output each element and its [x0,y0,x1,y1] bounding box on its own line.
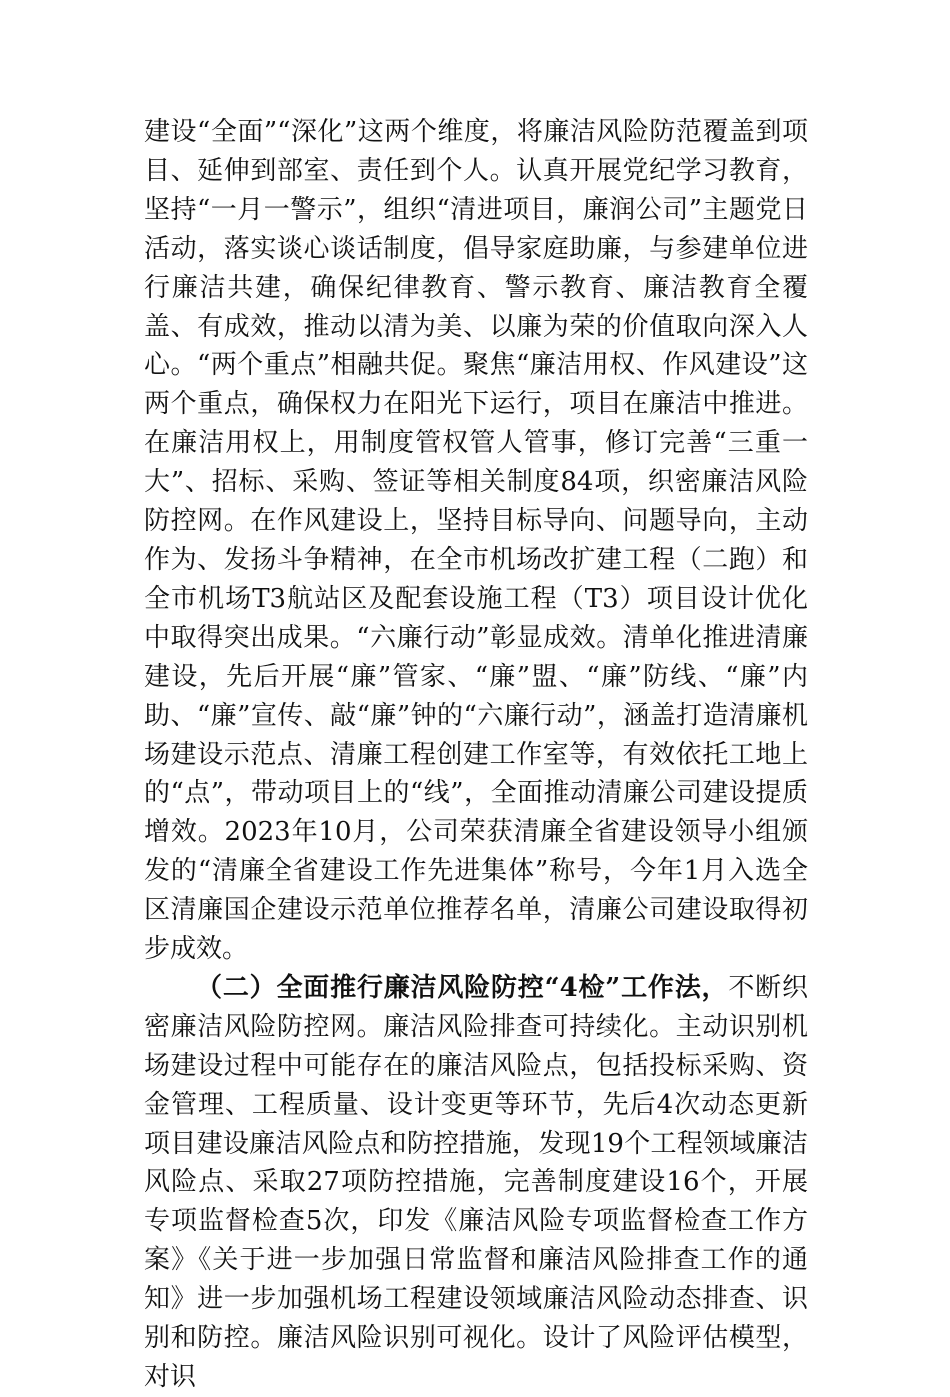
document-body [144,113,808,1397]
paragraph-2-body: 不断织密廉洁风险防控网。廉洁风险排查可持续化。主动识别机场建设过程中可能存在的廉洁风险点，包括投标采购、资金管理、工程质量、设计变更等环节，先后4次动态更新项目建设廉洁风险点和防控措施，发现19个工程领域廉洁风险点、采取27项防控措施，完善制度建设16个，开展专项监督检查5次，印发《廉洁风险专项监督检查工作方案》《关于进一步加强日常监督和廉洁风险排查工作的通知》进一步加强机场工程建设领域廉洁风险动态排查、识别和防控。廉洁风险识别可视化。设计了风险评估模型，对识 [144,972,808,1392]
paragraph-1: 建设“全面”“深化”这两个维度，将廉洁风险防范覆盖到项目、延伸到部室、责任到个人。认真开展党纪学习教育，坚持“一月一警示”，组织“清进项目，廉润公司”主题党日活动，落实谈心谈话制度，倡导家庭助廉，与参建单位进行廉洁共建，确保纪律教育、警示教育、廉洁教育全覆盖、有成效，推动以清为美、以廉为荣的价值取向深入人心。“两个重点”相融共促。聚焦“廉洁用权、作风建设”这两个重点，确保权力在阳光下运行，项目在廉洁中推进。在廉洁用权上，用制度管权管人管事，修订完善“三重一大”、招标、采购、签证等相关制度84项，织密廉洁风险防控网。在作风建设上，坚持目标导向、问题导向，主动作为、发扬斗争精神，在全市机场改扩建工程（二跑）和全市机场T3航站区及配套设施工程（T3）项目设计优化中取得突出成果。“六廉行动”彰显成效。清单化推进清廉建设，先后开展“廉”管家、“廉”盟、“廉”防线、“廉”内助、“廉”宣传、敲“廉”钟的“六廉行动”，涵盖打造清廉机场建设示范点、清廉工程创建工作室等，有效依托工地上的“点”，带动项目上的“线”，全面推动清廉公司建设提质增效。2023年10月，公司荣获清廉全省建设领导小组颁发的“清廉全省建设工作先进集体”称号，今年1月入选全区清廉国企建设示范单位推荐名单，清廉公司建设取得初步成效。 [144,117,808,965]
paragraph-2 [144,969,808,1397]
section-heading-2: （二）全面推行廉洁风险防控“4检”工作法， [196,972,729,1003]
